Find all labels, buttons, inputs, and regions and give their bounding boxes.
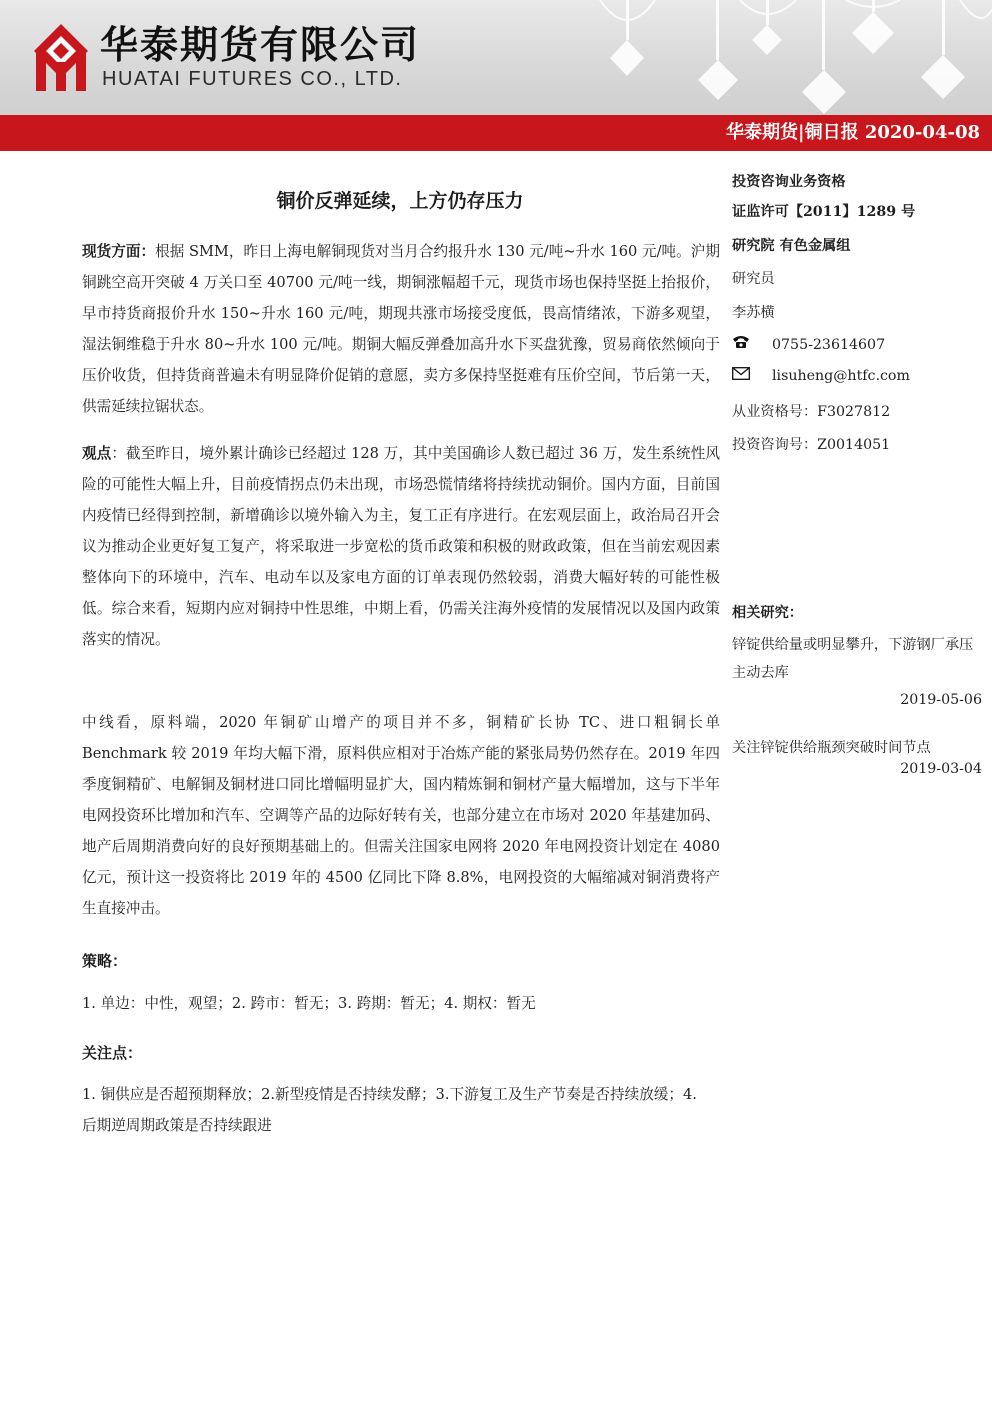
- spot-lead: 现货方面：: [82, 243, 156, 260]
- related-item-1-title[interactable]: 锌锭供给量或明显攀升，下游钢厂承压主动去库: [732, 637, 974, 681]
- report-bar-text: 华泰期货|铜日报 2020-04-08: [726, 122, 980, 143]
- practice-cert: 从业资格号：F3027812: [732, 404, 891, 420]
- view-text: ：截至昨日，境外累计确诊已经超过 128 万，其中美国确诊人数已超过 36 万，发生系统性风险的可能性大幅上升，目前疫情拐点仍未出现，市场恐慌情绪将持续扰动铜价。国内方面，目前国内疫情已经得到控制，新增确诊以境外输入为主，复工正有序进行。在宏观层面上，政治局召开会议为推动企业更好复工复产，将采取进一步宽松的货币政策和积极的财政政策，但在当前宏观因素整体向下的环境中，汽车、电动车以及家电方面的订单表现仍然较弱，消费大幅好转的可能性极低。综合来看，短期内应对铜持中性思维，中期上看，仍需关注海外疫情的发展情况以及国内政策落实的情况。: [82, 445, 720, 648]
- spot-paragraph: [82, 236, 720, 422]
- related-item-2-title[interactable]: 关注锌锭供给瓶颈突破时间节点: [732, 740, 931, 756]
- spot-text: 根据 SMM，昨日上海电解铜现货对当月合约报升水 130 元/吨~升水 160 元/吨。沪期铜跳空高开突破 4 万关口至 40700 元/吨一线，期铜涨幅超千元，现货市场也保持坚挺上抬报价，早市持货商报价升水 150~升水 160 元/吨，期现共涨市场接受度低，畏高情绪浓，下游多观望，湿法铜维稳于升水 80~升水 100 元/吨。期铜大幅反弹叠加高升水下买盘犹豫，贸易商依然倾向于压价收货，但持货商普遍未有明显降价促销的意愿，卖方多保持坚挺难有压价空间，节后第一天，供需延续拉锯状态。: [82, 243, 720, 415]
- related-item-1-date: 2019-05-06: [900, 692, 982, 708]
- phone-row: [732, 335, 984, 353]
- related-research-heading: 相关研究：: [732, 605, 803, 621]
- focus-heading: 关注点：: [82, 1044, 143, 1062]
- email-row: [732, 367, 984, 384]
- related-item-2-date: 2019-03-04: [900, 761, 982, 777]
- strategy-text: 1. 单边：中性，观望；2. 跨市：暂无；3. 跨期：暂无；4. 期权：暂无: [82, 995, 536, 1012]
- strategy-heading: 策略：: [82, 952, 128, 970]
- phone-icon: [732, 335, 754, 353]
- focus-text: 1. 铜供应是否超预期释放；2.新型疫情是否持续发酵；3.下游复工及生产节奏是否持续放缓；4. 后期逆周期政策是否持续跟进: [82, 1086, 697, 1134]
- header-decoration: [560, 0, 992, 115]
- analyst-role: 研究员: [732, 271, 775, 287]
- view-paragraph: [82, 438, 720, 655]
- header-band: [0, 0, 992, 115]
- huatai-logo-icon: [32, 22, 90, 92]
- phone-number: 0755-23614607: [772, 337, 886, 353]
- report-title-bar: [0, 115, 992, 151]
- company-name-en: HUATAI FUTURES CO., LTD.: [102, 68, 403, 90]
- qualification-label: 投资咨询业务资格: [732, 174, 846, 190]
- advisory-cert: 投资咨询号：Z0014051: [732, 437, 891, 453]
- institute-group: 研究院 有色金属组: [732, 238, 851, 254]
- midterm-paragraph: [82, 707, 720, 924]
- company-name-cn: 华泰期货有限公司: [100, 23, 421, 67]
- analyst-name: 李苏横: [732, 305, 775, 321]
- email-address[interactable]: lisuheng@htfc.com: [772, 368, 910, 384]
- article-title: 铜价反弹延续，上方仍存压力: [276, 190, 524, 212]
- license-number: 证监许可【2011】1289 号: [732, 204, 916, 220]
- envelope-icon: [732, 367, 754, 384]
- midterm-text: 中线看，原料端，2020 年铜矿山增产的项目并不多，铜精矿长协 TC、进口粗铜长单 Benchmark 较 2019 年均大幅下滑，原料供应相对于冶炼产能的紧张局势仍然存在。2019 年四季度铜精矿、电解铜及铜材进口同比增幅明显扩大，国内精炼铜和铜材产量大幅增加，这与下半年电网投资环比增加和汽车、空调等产品的边际好转有关，也部分建立在市场对 2020 年基建加码、地产后周期消费向好的良好预期基础上的。但需关注国家电网将 2020 年电网投资计划定在 4080 亿元，预计这一投资将比 2019 年的 4500 亿同比下降 8.8%，电网投资的大幅缩减对铜消费将产生直接冲击。: [82, 714, 720, 917]
- view-lead: 观点: [82, 445, 112, 462]
